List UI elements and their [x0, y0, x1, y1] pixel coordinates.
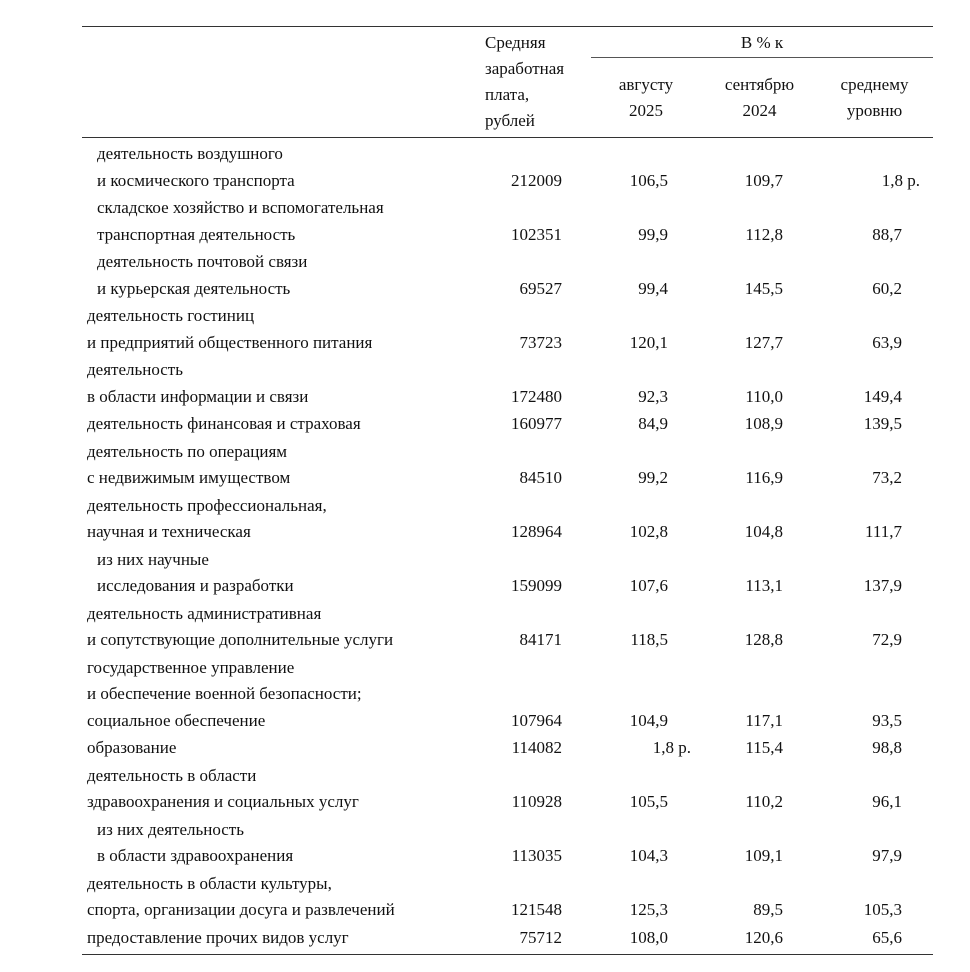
row-label-line: исследования и разработки [97, 576, 294, 595]
header-average-line: среднему [840, 75, 909, 94]
cell-vs-september: 127,7 [744, 332, 783, 352]
header-avg-line: рублей [485, 111, 535, 130]
row-label-line: деятельность почтовой связи [97, 252, 308, 271]
row-label-line: социальное обеспечение [87, 710, 266, 730]
cell-vs-august: 125,3 [629, 900, 668, 919]
cell-average-wage: 212009 [511, 170, 562, 190]
row-label-line: предоставление прочих видов услуг [87, 927, 349, 947]
cell-average-wage: 113035 [511, 846, 562, 865]
cell-average-wage: 73723 [519, 332, 562, 352]
cell-vs-september: 113,1 [745, 576, 783, 595]
cell-vs-september: 110,2 [745, 792, 783, 811]
cell-vs-average: 93,5 [872, 710, 902, 730]
row-label [87, 493, 327, 546]
cell-vs-september: 120,6 [744, 927, 783, 947]
row-label-line: и курьерская деятельность [97, 278, 291, 298]
cell-vs-august: 104,3 [629, 846, 668, 865]
row-label-line: и сопутствующие дополнительные услуги [87, 630, 394, 649]
row-label-line: деятельность административная [87, 603, 322, 623]
cell-vs-september: 145,5 [744, 278, 783, 298]
row-label [87, 763, 359, 816]
cell-vs-average: 139,5 [863, 414, 902, 433]
row-label-line: из них научные [97, 549, 209, 569]
header-avg-line: заработная [485, 59, 565, 78]
cell-vs-august: 104,9 [629, 710, 668, 730]
cell-vs-average: 1,8 р. [881, 170, 920, 190]
cell-vs-august: 108,0 [629, 927, 668, 947]
row-label-line: деятельность гостиниц [87, 306, 255, 325]
table-row [0, 871, 970, 924]
row-label-line: научная и техническая [87, 522, 251, 541]
cell-vs-august: 105,5 [629, 792, 668, 811]
cell-vs-august: 99,4 [638, 278, 668, 298]
row-label-line: образование [87, 738, 177, 757]
cell-vs-september: 109,1 [744, 846, 783, 865]
cell-vs-august: 106,5 [629, 170, 668, 190]
row-label-line: деятельность воздушного [97, 144, 283, 163]
cell-vs-average: 63,9 [872, 332, 902, 352]
cell-vs-september: 109,7 [744, 170, 783, 190]
cell-vs-september: 116,9 [745, 468, 783, 487]
row-label-line: транспортная деятельность [97, 224, 296, 244]
row-label [87, 655, 362, 735]
row-label [87, 925, 349, 952]
header-august-line: 2025 [629, 101, 663, 120]
cell-vs-september: 117,1 [745, 710, 783, 730]
row-label-line: в области информации и связи [87, 386, 309, 406]
cell-average-wage: 102351 [511, 224, 562, 244]
header-avg-line: плата, [485, 85, 530, 104]
table-row [0, 601, 970, 654]
cell-vs-average: 60,2 [872, 278, 902, 298]
header-september-line: 2024 [742, 101, 777, 120]
header-august-line: августу [618, 75, 674, 94]
cell-vs-average: 105,3 [863, 900, 902, 919]
table-row [0, 763, 970, 816]
cell-vs-september: 128,8 [744, 630, 783, 649]
table-row [0, 655, 970, 735]
row-label-line: деятельность по операциям [87, 441, 288, 461]
row-label-line: деятельность профессиональная, [87, 495, 327, 515]
header-percent-group: В % к [740, 33, 784, 52]
row-label-line: деятельность в области [87, 765, 257, 785]
row-label-line: и предприятий общественного питания [87, 332, 373, 352]
cell-vs-august: 99,2 [638, 468, 668, 487]
table-row [0, 141, 970, 194]
cell-vs-average: 98,8 [872, 738, 902, 757]
row-label [87, 601, 393, 654]
cell-vs-september: 104,8 [744, 522, 783, 541]
table-row [0, 925, 970, 952]
table-row [0, 547, 970, 600]
row-label-line: из них деятельность [97, 819, 244, 839]
row-label-line: с недвижимым имуществом [87, 468, 291, 487]
row-label [97, 817, 293, 870]
row-label-line: и обеспечение военной безопасности; [87, 684, 362, 703]
cell-vs-august: 84,9 [638, 414, 668, 433]
cell-average-wage: 160977 [511, 414, 562, 433]
table-row [0, 303, 970, 356]
cell-vs-august: 102,8 [629, 522, 668, 541]
cell-vs-august: 107,6 [629, 576, 668, 595]
header-avg-line: Средняя [485, 33, 546, 52]
cell-vs-average: 96,1 [872, 792, 902, 811]
row-label-line: здравоохранения и социальных услуг [87, 792, 359, 811]
table-row [0, 357, 970, 410]
row-label-line: деятельность в области культуры, [87, 873, 332, 893]
cell-vs-average: 137,9 [863, 576, 902, 595]
row-label [97, 547, 294, 600]
cell-vs-august: 120,1 [629, 332, 668, 352]
header-september-line: сентябрю [724, 75, 795, 94]
header-average-line: уровню [846, 101, 903, 120]
cell-average-wage: 75712 [519, 927, 562, 947]
table-bottom-rule [82, 954, 933, 955]
row-label [87, 303, 372, 356]
cell-vs-september: 110,0 [745, 386, 783, 406]
cell-vs-average: 73,2 [872, 468, 902, 487]
cell-average-wage: 110928 [511, 792, 562, 811]
cell-vs-september: 112,8 [745, 224, 783, 244]
row-label-line: деятельность [87, 360, 183, 379]
row-label [87, 357, 308, 410]
cell-average-wage: 121548 [511, 900, 562, 919]
cell-vs-average: 111,7 [865, 522, 902, 541]
cell-vs-average: 97,9 [872, 846, 902, 865]
table-row [0, 439, 970, 492]
cell-average-wage: 107964 [511, 710, 562, 730]
cell-vs-average: 72,9 [872, 630, 902, 649]
cell-vs-average: 88,7 [872, 224, 902, 244]
cell-average-wage: 69527 [519, 278, 562, 298]
row-label [97, 141, 295, 194]
table-row [0, 249, 970, 302]
cell-vs-september: 108,9 [744, 414, 783, 433]
cell-vs-september: 115,4 [745, 738, 783, 757]
table-row [0, 411, 970, 438]
row-label [87, 871, 395, 924]
row-label [87, 735, 176, 762]
cell-average-wage: 114082 [511, 738, 562, 757]
cell-vs-august: 92,3 [638, 386, 668, 406]
row-label-line: деятельность финансовая и страховая [87, 414, 361, 433]
cell-vs-august: 1,8 р. [652, 738, 691, 757]
table-row [0, 195, 970, 248]
cell-average-wage: 84171 [519, 630, 562, 649]
row-label [97, 249, 307, 302]
row-label-line: складское хозяйство и вспомогательная [97, 198, 384, 217]
row-label-line: и космического транспорта [97, 170, 295, 190]
row-label [97, 195, 384, 248]
table-row [0, 735, 970, 762]
row-label-line: спорта, организации досуга и развлечений [87, 900, 395, 919]
cell-vs-august: 118,5 [630, 630, 668, 649]
table-row [0, 493, 970, 546]
cell-average-wage: 159099 [511, 576, 562, 595]
cell-vs-average: 149,4 [863, 386, 902, 406]
cell-average-wage: 128964 [511, 522, 562, 541]
row-label-line: в области здравоохранения [97, 846, 294, 865]
cell-average-wage: 84510 [519, 468, 562, 487]
cell-vs-august: 99,9 [638, 224, 668, 244]
row-label [87, 411, 361, 438]
cell-average-wage: 172480 [511, 386, 562, 406]
row-label-line: государственное управление [87, 657, 295, 677]
cell-vs-average: 65,6 [872, 927, 902, 947]
row-label [87, 439, 290, 492]
cell-vs-september: 89,5 [753, 900, 783, 919]
table-row [0, 817, 970, 870]
